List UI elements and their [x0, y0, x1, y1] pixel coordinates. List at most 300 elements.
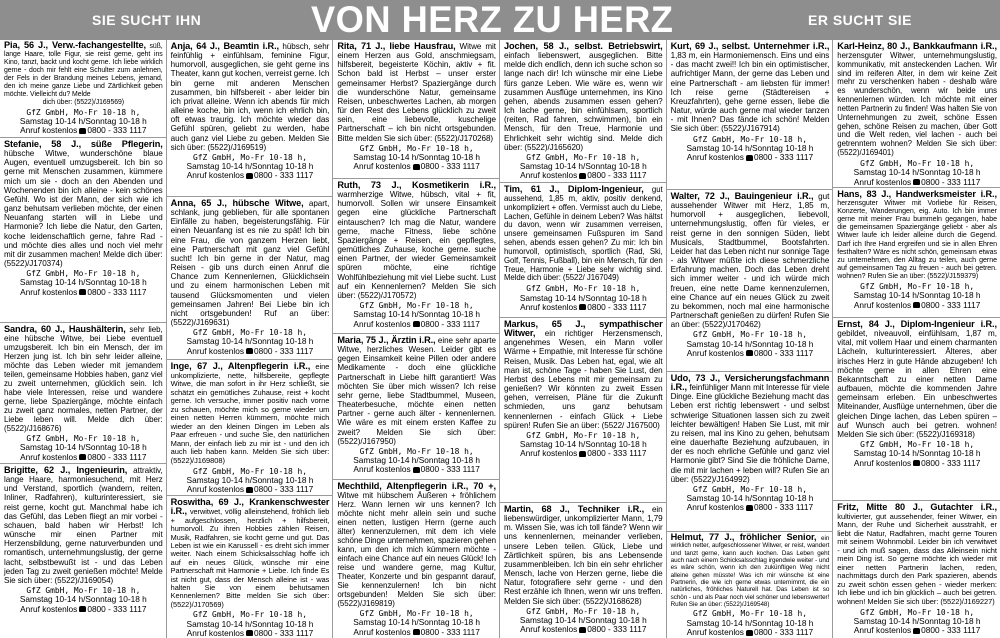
ad-column	[333, 40, 500, 638]
ad-headline: Helmut, 77 J., fröhlicher Senior,	[670, 532, 817, 542]
ad-text: herzensguter Witwer mit Vorliebe für Reisen, Konzerte, Wanderungen, eig. Auto. Ich bin immer gerne mit meiner Frau bummeln gegangen, habe die gemeinsamen Spaziergänge geliebt - aber als Witwer laufe ich leider alleine durch die Gegend. Darf ich Ihre Hand ergreifen und sie in allen Ehren festhalten? Wäre es nicht schön, gemeinsam etwas zu unternehmen, den Alltag zu teilen, auch gerne auf gemeinsamen Tag zu freuen - auch bei getren. wohnen? Rufen Sie an über: (5522)/J159379)	[837, 200, 997, 280]
ad-footer	[671, 485, 830, 513]
phone-icon	[79, 289, 86, 295]
ad-headline: Pia, 56 J., Verw.-fachangestellte,	[4, 40, 146, 50]
footer-free-label: kostenlos	[42, 451, 78, 462]
footer-phone-number[interactable]: 0800 - 333 1117	[87, 286, 147, 297]
footer-call[interactable]	[337, 628, 496, 637]
footer-phone-number[interactable]: 0800 - 333 1117	[87, 603, 147, 614]
footer-call-label: Anruf	[20, 286, 40, 297]
footer-call-label: Anruf	[20, 603, 40, 614]
phone-icon	[579, 627, 586, 633]
phone-icon	[246, 630, 253, 636]
footer-call[interactable]	[671, 628, 830, 637]
footer-free-label: kostenlos	[42, 125, 78, 136]
footer-free-label: kostenlos	[375, 318, 411, 329]
footer-hours: Samstag 10-14 h/Sonntag 10-18 h	[353, 455, 481, 466]
ad-body	[504, 505, 663, 606]
ad-column	[833, 40, 1000, 638]
personal-ad	[333, 480, 499, 638]
footer-phone-number[interactable]: 0800 - 333 1117	[253, 627, 314, 638]
ad-text: süß, lange Haare, tolle Figur, sie reist gerne, geht ins Kino, tanzt, backt und kocht gerne. Ich liebe wirklich gerne - doch mir fehlt eine Schulter zum anlehnen, der Fels in der Brandung meines Lebens, jemand, den ich meine ganze Liebe und Zärtlichkeit geben möchte. Vielleicht du? Melde	[4, 43, 163, 98]
ad-text: herzensguter Witwer, unternehmungslustig, kommunikativ, mit ansteckenden Lachen. Wir sind im reiferen Alter, in dem wir keine Zeit mehr zu verschenken haben - deshalb wäre es wunderschön, wenn wir beide uns kennenlernen würden. Ich möchte mit einer netten Partnerin zu finden! Was halten Sie von Unternehmungen zu zweit, schöne Essen gehen, schöne Reisen zu machen, über Gott und die Welt reden, viel lachen - auch bei getrenntem wohnen? Melden Sie sich über: (5522)/J169401)	[837, 50, 997, 158]
footer-free-label: kostenlos	[42, 286, 78, 297]
footer-phone-number[interactable]: 0800 - 333 1117	[921, 176, 981, 187]
ad-footer	[171, 610, 330, 638]
ad-body	[171, 498, 330, 609]
footer-free-label: kostenlos	[208, 170, 244, 181]
footer-free-label: kostenlos	[375, 626, 411, 637]
footer-hours: Samstag 10-14 h/Sonntag 10-18 h	[686, 338, 814, 349]
personal-ad	[833, 40, 1000, 188]
footer-company: GfZ GmbH, Mo-Fr 10-18 h,	[192, 152, 307, 162]
footer-hours: Samstag 10-14 h/Sonntag 10-18 h	[186, 474, 314, 485]
phone-icon	[913, 628, 920, 634]
phone-icon	[79, 454, 86, 460]
footer-phone-number[interactable]: 0800 - 333 1117	[420, 161, 480, 172]
footer-hours: Samstag 10-14 h/Sonntag 10-18 h	[686, 617, 814, 628]
ad-text: gut aussehend, 1,85 m, aktiv, positiv denkend, unkompliziert + offen. Vermisst auch du Liebe, Lachen, Gefühle in deinem Leben? Was hältst du davon, wenn wir zusammen verreisen, unsere gemeinsamen Fußspuren im Sand sehen, abends essen gehen? Zu mir: Ich bin humorvoll, optimistisch, sportlich (Rad, Ski, Golf, Tennis, Fußball), bin ein Mensch, für den Treue, Harmonie + Liebe sehr wichtig sind. Melde dich über: (5522/ J167049)	[503, 185, 663, 283]
ad-body	[671, 374, 830, 484]
ad-footer	[4, 586, 163, 614]
footer-call[interactable]	[4, 605, 163, 614]
footer-free-label: kostenlos	[542, 170, 578, 181]
footer-free-label: kostenlos	[208, 484, 244, 495]
footer-call-label: Anruf	[353, 626, 374, 637]
footer-phone-number[interactable]: 0800 - 333 1117	[253, 170, 314, 181]
footer-call-label: Anruf	[353, 318, 374, 329]
ad-text: hübsche Witwe, wunderschöne blaue Augen, eventuell umzugsbereit. Ich bin so gerne mit Menschen zusammen, kümmere mich um sie - doch an den Abenden und Wochenenden bin ich alleine - kein schönes Gefühl. Wo ist der Mann, der sich wie ich ganz behutsam verlieben möchte, der einen Neuanfang starten will in Liebe und Harmonie? Ich liebe die Natur, den Garten, koche leidenschaftlich gerne, fahre Rad - und möchte dies alles und noch viel mehr mit dir zusammen machen! Melde dich über: (5522)/J170374)	[4, 149, 163, 269]
ad-footer	[4, 434, 163, 462]
footer-call-label: Anruf	[520, 301, 540, 312]
footer-company: GfZ GmbH, Mo-Fr 10-18 h,	[192, 610, 307, 620]
footer-call[interactable]	[171, 485, 330, 494]
ad-headline: Fritz, Mitte 80 J., Gutachter i.R.,	[837, 502, 997, 512]
personal-ad	[833, 501, 1000, 638]
personal-ad	[167, 40, 333, 197]
ad-body	[504, 42, 663, 152]
phone-icon	[413, 164, 420, 170]
ad-column	[0, 40, 167, 638]
ad-text: warmherzige Witwe, hübsch, vital + fit, humorvoll. Sollen wir unsere Einsamkeit gegen eine glückliche Partnerschaft eintauschen? Ich mag die Natur, wandere gerne, mache Fitness, liebe schöne Spaziergänge + Reisen, ein gepflegtes, gemütliches Zuhause, koche gerne. suche einen Partner, der wieder Gemeinsamkeit spüren möchte, eine richtige Wohlfühlbeziehung mit viel Liebe sucht. Lust auf ein Kennenlernen? Melden Sie sich über: (5522)/J170572)	[337, 190, 496, 300]
footer-free-label: kostenlos	[876, 299, 912, 310]
footer-call-label: Anruf	[186, 484, 207, 495]
footer-company: GfZ GmbH, Mo-Fr 10-18 h,	[860, 282, 975, 292]
ad-text: eine sehr aparte Witwe, herzliches Wesen. Leider gibt es gegen Einsamkeit keine Pillen oder andere Medikamente - doch eine glückliche Partnerschaft in Liebe hilft garantiert! Was möchten Sie über mich wissen? Ich reise sehr gerne, liebe Stadtbummel, Museen, Theaterbesuche, möchte einen netten Partner - gerne auch älter - kennenlernen. Wie wäre es mit einem ersten Kaffee zu zweit? Melden Sie sich über: (5522)/J167950)	[337, 336, 496, 446]
personal-ad	[333, 40, 499, 179]
footer-phone-number[interactable]: 0800 - 333 1117	[87, 125, 147, 136]
footer-free-label: kostenlos	[42, 603, 78, 614]
ad-footer	[4, 269, 163, 297]
footer-company: GfZ GmbH, Mo-Fr 10-18 h,	[359, 143, 474, 153]
ad-headline: Sandra, 60 J., Haushälterin,	[4, 324, 126, 334]
ad-body	[504, 185, 663, 283]
ad-footer	[671, 135, 830, 163]
personal-ad	[333, 334, 499, 480]
footer-free-label: kostenlos	[542, 301, 578, 312]
personal-ad	[167, 496, 333, 638]
footer-free-label: kostenlos	[208, 627, 244, 638]
phone-icon	[579, 451, 586, 457]
ad-body	[337, 42, 496, 143]
footer-hours: Samstag 10-14 h/Sonntag 10-18 h	[19, 594, 147, 605]
phone-icon	[246, 348, 253, 354]
ad-headline: Kurt, 69 J., selbst. Unternehmer i.R.,	[670, 41, 830, 51]
footer-call[interactable]	[4, 453, 163, 462]
ad-footer	[337, 609, 496, 637]
ad-text: einfach liebenswert, ausgeglichen. Bitte melde dich endlich, denn ich suche schon so lange nach dir! Ich wünsche mir eine Liebe fürs ganze Leben. Wie wäre es, wenn wir zusammen Ausflüge unternehmen, ins Kino gehen, abends zusammen essen gehen? Ich lache gerne, bin einfühlsam, sportlich (reiten, Rad fahren, schwimmen), bin ein Mensch, für den Treue, Harmonie und Ehrlichkeit sehr wichtig sind. Melde dich über: (5522)/J165620)	[503, 51, 663, 152]
ad-footer	[504, 431, 663, 459]
footer-hours: Samstag 10-14 h/Sonntag 10-18 h	[353, 309, 481, 320]
footer-free-label: kostenlos	[708, 502, 744, 513]
ad-body	[671, 42, 830, 134]
footer-call-label: Anruf	[853, 299, 874, 310]
footer-company: GfZ GmbH, Mo-Fr 10-18 h,	[526, 430, 641, 440]
ad-footer	[837, 608, 997, 636]
footer-phone-number[interactable]: 0800 - 333 1117	[753, 627, 814, 638]
footer-phone-number[interactable]: 0800 - 333 1117	[921, 299, 981, 310]
phone-icon	[246, 487, 253, 493]
footer-call[interactable]	[337, 465, 496, 474]
ad-footer	[171, 328, 330, 356]
ad-body	[837, 190, 997, 281]
ad-text: gebildet, niveauvoll, einfühlsam, 1,87 m, vital, mit vollem Haar und einem charmanten Lächeln, kulturinteressiert. Älteres, aber irisches Herz in gute Hände abzugeben! Ich möchte gerne in allen Ehren eine Bekanntschaft zu einer netten Dame aufbauen, möchte die kommenden Jahre gemeinsam erleben. Ein unbeschwertes Miteinander, Ausflüge unternehmen, über die gleichen Dinge lachen, das Leben spüren – auf Wunsch auch bei getren. wohnen! Melden Sie sich über: (5522)/J169318)	[837, 329, 997, 439]
footer-hours: Samstag 10-14 h/Sonntag 10-18 h	[853, 448, 981, 459]
personal-ad	[0, 138, 166, 323]
ad-text: ein wirklich netter, aufgeschlossener Witwer, er reist, wandert und tanzt gerne, kann auch kochen. Das Leben geht auch nach einem Schicksalsschlag irgendwie weiter - und es wäre schön, wenn ich den zukünftigen Weg nicht alleine gehen müsste! Was ich mir wünsche ist eine Partnerin, die wie ich gerne etwas unternimmt, die ein natürliches, fröhliches Naturell hat. Das Leben ist so schön - und als Paar noch viel schöner und lebenswerter! Rufen Sie an über: (5522)/J169548)	[670, 535, 830, 609]
footer-hours: Samstag 10-14 h/Sonntag 10-18 h	[853, 615, 981, 626]
ad-text: 1,83 m, ein Harmoniemensch. Eins und eins - das macht zwei!! Ich bin ein optimistischer, aufrichtiger Mann, der gerne das Leben und eine Partnerschaft - am liebsten für immer! Ich reise gerne (Städtereisen + Kreuzfahrten), gehe gerne essen, liebe die Natur, würde auch gerne mal wieder tanzen - mit Ihnen? Das fände ich schön! Melden Sie sich über: (5522)/J167914)	[670, 51, 830, 134]
footer-phone-number[interactable]: 0800 - 333 1117	[420, 318, 480, 329]
ads-grid	[0, 40, 1000, 638]
footer-free-label: kostenlos	[542, 624, 578, 635]
footer-hours: Samstag 10-14 h/Sonntag 10-18 h	[353, 617, 481, 628]
footer-call[interactable]	[4, 126, 163, 135]
ad-headline: Inge, 67 J., Altenpflegerin i.R.,	[170, 361, 311, 371]
footer-free-label: kostenlos	[708, 347, 744, 358]
personal-ad	[333, 179, 499, 334]
footer-call-label: Anruf	[853, 625, 874, 636]
footer-call[interactable]	[671, 153, 830, 162]
footer-company: GfZ GmbH, Mo-Fr 10-18 h,	[26, 107, 141, 117]
ad-headline: Karl-Heinz, 80 J., Bankkaufmann i.R.,	[837, 41, 997, 51]
footer-company: GfZ GmbH, Mo-Fr 10-18 h,	[359, 609, 474, 618]
ad-headline: Tim, 61 J., Diplom-Ingenieur,	[503, 184, 644, 194]
footer-company: GfZ GmbH, Mo-Fr 10-18 h,	[526, 606, 641, 616]
footer-company: GfZ GmbH, Mo-Fr 10-18 h,	[860, 607, 975, 617]
ad-column	[500, 40, 667, 638]
footer-company: GfZ GmbH, Mo-Fr 10-18 h,	[26, 586, 141, 596]
ad-headline: Anna, 65 J., hübsche Witwe,	[170, 198, 304, 208]
footer-free-label: kostenlos	[208, 345, 244, 356]
personal-ad	[0, 40, 166, 138]
ad-body	[337, 336, 496, 446]
footer-call-label: Anruf	[853, 457, 874, 468]
ad-body	[171, 362, 330, 466]
personal-ad	[500, 318, 666, 503]
footer-free-label: kostenlos	[375, 464, 411, 475]
footer-hours: Samstag 10-14 h/Sonntag 10-18 h	[519, 615, 647, 626]
footer-hours: Samstag 10-14 h/Sonntag 10-18 h	[519, 292, 647, 303]
ad-text: verwitwet, völlig alleinstehend, fröhlich lieb + aufgeschlossen, herzlich + hilfsbereit, humorvoll. Zu ihren Hobbies zählen Reisen, Musik, Radfahren, sie kocht gerne und gut. Das Leben ist wie ein Karussell - es dreht sich immer weiter. Nach einem Schicksalsschlag hoffe ich auf ein neues Glück, wünsche mir eine Partnerschaft mit Harmonie + Liebe. Ich finde Es ist nicht gut, dass der Mensch alleine ist - was halten Sie von einem behutsamen Kennenlernen? Bitte melden Sie sich über: (5522)/J170569)	[170, 507, 330, 609]
phone-icon	[413, 629, 420, 635]
footer-call[interactable]	[837, 301, 997, 310]
personal-ad	[667, 532, 833, 638]
footer-call[interactable]	[671, 503, 830, 512]
ad-text: Witwe mit einem Herzen aus Gold, anschmiegsam, hilfsbereit, begeisterte Köchin, aktiv + fit. Schon bald ist Herbst – unser erster gemeinsamer Herbst? Spaziergänge durch die wunderschöne Natur, gemeinsame Reisen, unbeschwertes Lachen, ab morgen für den Rest des Lebens glücklich zu zweit sein, eine liebevolle, kuschelige Partnerschaft – ich bin nicht ortsgebunden. Bitte melden Sie sich über: (5522)/J170268)	[337, 42, 496, 143]
footer-free-label: kostenlos	[876, 176, 912, 187]
phone-icon	[579, 173, 586, 179]
footer-company: GfZ GmbH, Mo-Fr 10-18 h,	[692, 609, 807, 619]
ad-headline: Roswitha, 69 J., Krankenschwester i.R.,	[170, 497, 330, 517]
personal-ad	[500, 40, 666, 183]
footer-call[interactable]	[171, 171, 330, 180]
phone-icon	[413, 321, 420, 327]
ad-headline: Brigitte, 62 J., Ingenieurin,	[4, 465, 128, 475]
ad-headline: Stefanie, 58 J., süße Pflegerin,	[4, 139, 163, 149]
footer-call-label: Anruf	[20, 451, 40, 462]
ad-text: gut aussehender Witwer mit Herz, 1,85 m, humorvoll + ausgeglichen, liebevoll, unternehmungslustig, offen für vieles, er reist gerne in den sonnigen Süden, liebt Musicals, Stadtbummel, Bootsfahrten. Leider hat das Leben nicht nur sonnige Tage - als Witwer müßte ich diese schmerzliche Erfahrung machen. Doch das Leben dreht sich immer weiter - und ich würde mich freuen, eine nette Dame kennenzulernen, eine Chance auf ein neues Glück zu zweit zu bekommen, noch mal eine harmonische Partnerschaft genießen zu dürfen! Rufen Sie an über: (5522)/J170462)	[670, 192, 830, 330]
footer-call[interactable]	[337, 162, 496, 171]
phone-icon	[246, 173, 253, 179]
ad-footer	[171, 467, 330, 495]
ad-text: feinfühliger Mann mit Interesse für viele Dinge. Eine glückliche Beziehung macht das Leben erst richtig lebenswert - und selbst schwierige Situationen lassen sich zu zweit leichter bewältigen! Haben Sie Lust, mit mir zu reisen, mal ins Kino zu gehen, behutsam eine dauerhafte Beziehung aufzubauen, in der es noch ehrliche Gefühle und ganz viel Harmonie gibt? Sind Sie die fröhliche Dame, die mit mir lachen + leben will? Rufen Sie an über: (5522)/J164992)	[670, 383, 830, 484]
personal-ad	[667, 40, 833, 190]
footer-company: GfZ GmbH, Mo-Fr 10-18 h,	[860, 440, 975, 450]
footer-free-label: kostenlos	[542, 448, 578, 459]
ad-body	[4, 325, 163, 433]
ad-column	[167, 40, 334, 638]
ad-text: hübsch, sehr feinfühlig + einfühlsam, feminine Figur, humorvoll, ausgeglichen, sie geht gerne ins Theater, kann gut kochen, verreist gerne. Ich bin gerne mit anderen Menschen zusammen, bin hilfsbereit - aber leider bin ich privat alleine. Wenn ich abends für mich alleine koche, bin ich, wenn ich ehrlich bin, oft etwas traurig. Ich möchte wieder das Gefühl spüren, geliebt zu werden, habe auch ganz viel Liebe zu geben. Melden Sie sich über: (5522)/J169519)	[170, 42, 330, 152]
phone-icon	[79, 606, 86, 612]
phone-icon	[579, 304, 586, 310]
footer-call[interactable]	[504, 171, 663, 180]
ad-headline: Walter, 72 J., Bauingenieur i.R.,	[670, 191, 814, 201]
footer-call[interactable]	[504, 449, 663, 458]
footer-call-label: Anruf	[186, 170, 207, 181]
personal-ad	[500, 503, 666, 638]
page-title: VON HERZ ZU HERZ	[311, 0, 674, 40]
footer-hours: Samstag 10-14 h/Sonntag 10-18 h	[519, 439, 647, 450]
ad-body	[837, 503, 997, 607]
ad-headline: Jochen, 58 J., selbst. Betriebswirt,	[503, 41, 663, 51]
footer-call[interactable]	[4, 288, 163, 297]
ad-body	[671, 534, 830, 608]
ad-footer	[171, 153, 330, 181]
footer-phone-number[interactable]: 0800 - 333 1117	[420, 626, 480, 637]
footer-call-label: Anruf	[686, 347, 707, 358]
footer-call-label: Anruf	[520, 170, 540, 181]
phone-icon	[79, 128, 86, 134]
footer-hours: Samstag 10-14 h/Sonntag 10-18 h	[186, 161, 314, 172]
personal-ad	[667, 190, 833, 372]
ad-body	[671, 192, 830, 329]
footer-free-label: kostenlos	[876, 625, 912, 636]
phone-icon	[913, 302, 920, 308]
footer-company: GfZ GmbH, Mo-Fr 10-18 h,	[359, 446, 474, 456]
ad-contact: dich über: (5522)/J169569)	[42, 98, 125, 106]
footer-company: GfZ GmbH, Mo-Fr 10-18 h,	[526, 284, 641, 294]
ad-headline: Ernst, 84 J., Diplom-Ingenieur i.R.,	[837, 319, 997, 329]
footer-free-label: kostenlos	[876, 457, 912, 468]
ad-headline: Udo, 73 J., Versicherungsfachmann i.R.,	[670, 373, 830, 393]
footer-call[interactable]	[171, 347, 330, 356]
ad-body	[337, 482, 496, 608]
ad-footer	[504, 607, 663, 635]
personal-ad	[0, 464, 166, 638]
personal-ad	[833, 188, 1000, 318]
ad-text: Witwe mit hübschem Äußeren + fröhlichem Herz. Wann lernen wir uns kennen? Ich möchte nicht mehr allein sein und suche einen netten, lustigen Herrn (gerne auch älter) kennenzulernen, mit dem ich viele schöne Dinge unternehmen, spazieren gehen kann, um den ich mich kümmern möchte - einfach eine Chance auf ein neues Glück! Ich reise und wandere gerne, mag Kultur, Theater, Konzerte und bin gespannt darauf, Sie kennenzulernen! Ich bin nicht ortsgebunden! Melden Sie sich über: (5522)/J169819)	[337, 491, 496, 608]
phone-icon	[746, 630, 753, 636]
footer-call[interactable]	[837, 459, 997, 468]
footer-call-label: Anruf	[353, 161, 374, 172]
ad-footer	[337, 144, 496, 172]
personal-ad	[167, 197, 333, 360]
footer-free-label: kostenlos	[708, 627, 744, 638]
footer-call-label: Anruf	[853, 176, 874, 187]
footer-call[interactable]	[671, 349, 830, 358]
ad-body	[171, 42, 330, 152]
footer-phone-number[interactable]: 0800 - 333 1117	[587, 170, 647, 181]
footer-hours: Samstag 10-14 h/Sonntag 10-18 h	[186, 618, 314, 629]
footer-call[interactable]	[504, 303, 663, 312]
footer-phone-number[interactable]: 0800 - 333 1117	[753, 347, 814, 358]
personal-ad	[833, 318, 1000, 501]
ad-footer	[504, 284, 663, 312]
footer-phone-number[interactable]: 0800 - 333 1117	[87, 451, 147, 462]
footer-call-label: Anruf	[686, 152, 707, 163]
phone-icon	[913, 179, 920, 185]
footer-hours: Samstag 10-14 h/Sonntag 10-18 h	[19, 442, 147, 453]
ad-headline: Rita, 71 J., liebe Hausfrau,	[337, 41, 456, 51]
ad-headline: Anja, 64 J., Beamtin i.R.,	[170, 41, 279, 51]
footer-call-label: Anruf	[686, 627, 707, 638]
ad-text: eine unkomplizierte, nette, hilfsbereite, gepflegte Witwe, die man sofort in ihr Herz schließt, sie schätzt ein gemütliches Zuhause, reist + kocht gerne. Ich versuche, immer positiv nach vorne zu schauen, möchte mich so gerne wieder um einen netten Herren kümmern, möchte mich wieder an den kleinen Dingen im Leben als Paar erfreuen - und suche Sie, den natürlichen Mann, der einfach lieb zu mir ist - und den ich auch lieb haben kann. Melden Sie sich über: (5522)/J169808)	[170, 362, 330, 466]
ad-body	[837, 320, 997, 439]
ad-column	[667, 40, 834, 638]
ad-text: ein richtiger Herzensmensch, angenehmes Wesen, ein Mann voller Wärme + Empathie, mit Interesse für schöne Reisen, Musik. Das Leben hat, egal, wie alt man ist, schöne Tage - haben Sie Lust, den Herbst des Lebens mit mir gemeinsam zu genießen? Wir könnten zu zweit Essen gehen, verreisen, Pläne für die Zukunft schmieden, uns ganz behutsam kennenlernen - einfach Glück + Liebe spüren! Rufen Sie an über: (5522/ J167500)	[503, 329, 663, 430]
phone-icon	[746, 505, 753, 511]
ad-body	[337, 181, 496, 300]
footer-call-label: Anruf	[20, 125, 40, 136]
footer-company: GfZ GmbH, Mo-Fr 10-18 h,	[26, 434, 141, 443]
footer-company: GfZ GmbH, Mo-Fr 10-18 h,	[192, 466, 307, 476]
footer-call-label: Anruf	[353, 464, 374, 475]
footer-phone-number[interactable]: 0800 - 333 1117	[420, 464, 480, 475]
ad-footer	[837, 282, 997, 310]
footer-phone-number[interactable]: 0800 - 333 1117	[921, 457, 981, 468]
footer-hours: Samstag 10-14 h/Sonntag 10-18 h	[519, 161, 647, 172]
footer-company: GfZ GmbH, Mo-Fr 10-18 h,	[692, 484, 807, 494]
personal-ad	[500, 183, 666, 318]
footer-phone-number[interactable]: 0800 - 333 1117	[587, 301, 647, 312]
footer-company: GfZ GmbH, Mo-Fr 10-18 h,	[26, 269, 141, 279]
ad-text: kultivierter, gut aussehender, feiner Witwer, ein Mann, der Ruhe und Sicherheit ausstrahlt, er liebt die Natur, Radfahren, macht gerne Touren mit seinem Wohnmobil. Leider bin ich verwitwet - und ich muß sagen, dass das Alleinsein nicht mein Ding ist. So gerne möchte ich wieder mit einer netten Partnerin lachen, reden, nachmittags durch den Park spazieren, abends zu zweit schön essen gehen - wieder merken: Ich liebe und ich bin glücklich – auch bei getren. wohnen! Melden Sie sich über: (5522)/J169227)	[837, 511, 997, 607]
ad-footer	[337, 301, 496, 329]
ad-headline: Martin, 68 J., Techniker i.R.,	[503, 504, 645, 514]
footer-phone-number[interactable]: 0800 - 333 1117	[253, 484, 314, 495]
ad-footer	[837, 159, 997, 187]
ad-footer	[4, 108, 163, 136]
footer-hours: Samstag 10-14 h/Sonntag 10-18 h	[353, 152, 481, 163]
ad-text: sehr lieb, eine hübsche Witwe, bei Liebe eventuell umzugsbereit. Ich bin ein Mensch, der im Herzen jung ist. Ich bin sehr leider alleine, möchte das Leben wieder mit jemandem teilen, gemeinsame Hobbies haben, ganz viel zu zweit unternehmen, glücklich sein. Ich habe viele Interessen, reise und wandere gerne, liebe Spaziergänge, möchte einfach zu zweit ganz normales, netten Partner, der Liebe leben will. Melde dich über: (5522)/J168676)	[4, 325, 163, 433]
footer-hours: Samstag 10-14 h/Sonntag 10-18 h	[853, 167, 981, 178]
footer-call[interactable]	[504, 625, 663, 634]
ad-text: ein liebenswürdiger, unkomplizierter Mann, 1,79 m. Wissen Sie, was ich toll fände? Wenn wir uns kennenlernen, meinander verlieben, unsere Leben teilen. Glück, Liebe und Zärtlichkeit spüren, bis ans Lebensende zusammenbleiben. Ich bin ein sehr ehrlicher Mensch, lache von Herzen gerne, liebe die Natur, fotografiere sehr gerne - und den Rest erzähle ich Ihnen, wenn wir uns treffen. Melden Sie sich über: (5522)/J168628)	[503, 505, 663, 606]
footer-call[interactable]	[337, 320, 496, 329]
footer-hours: Samstag 10-14 h/Sonntag 10-18 h	[853, 290, 981, 301]
ad-headline: Ruth, 73 J., Kosmetikerin i.R.,	[337, 180, 496, 190]
footer-company: GfZ GmbH, Mo-Fr 10-18 h,	[192, 328, 307, 338]
footer-hours: Samstag 10-14 h/Sonntag 10-18 h	[19, 115, 147, 126]
footer-hours: Samstag 10-14 h/Sonntag 10-18 h	[186, 336, 314, 347]
footer-phone-number[interactable]: 0800 - 333 1117	[253, 345, 314, 356]
footer-call-label: Anruf	[520, 624, 540, 635]
footer-call-label: Anruf	[686, 502, 707, 513]
ad-footer	[837, 440, 997, 468]
footer-call[interactable]	[837, 178, 997, 187]
ad-body	[4, 42, 163, 107]
footer-call-label: Anruf	[186, 627, 207, 638]
phone-icon	[913, 460, 920, 466]
header-right-label: ER SUCHT SIE	[808, 12, 913, 28]
footer-company: GfZ GmbH, Mo-Fr 10-18 h,	[692, 330, 807, 340]
footer-company: GfZ GmbH, Mo-Fr 10-18 h,	[860, 158, 975, 168]
footer-call[interactable]	[837, 626, 997, 635]
header-bar	[0, 0, 1000, 40]
footer-hours: Samstag 10-14 h/Sonntag 10-18 h	[19, 277, 147, 288]
ad-footer	[337, 447, 496, 475]
footer-phone-number[interactable]: 0800 - 333 1117	[753, 152, 814, 163]
ad-body	[4, 140, 163, 268]
footer-company: GfZ GmbH, Mo-Fr 10-18 h,	[692, 134, 807, 144]
footer-call-label: Anruf	[520, 448, 540, 459]
footer-free-label: kostenlos	[708, 152, 744, 163]
footer-hours: Samstag 10-14 h/Sonntag 10-18 h	[686, 142, 814, 153]
footer-phone-number[interactable]: 0800 - 333 1117	[753, 502, 814, 513]
ad-text: attraktiv, lange Haare, harmoniesuchend, mit Herz und Verstand, sportlich (wandern, reiten, Inliner, Radfahren), kulturinteressiert, sie reist gerne, kocht gut. Manchmal habe ich das Gefühl, das Leben fliegt an mir vorbei - schauen, bald haben wir Herbst! Ich wünsche mir einen Partner mit Herzensbildung, gerne naturverbunden und romantisch, unternehmungslustig, der gerne lacht, selbstbewußt ist - und das Leben jeden Tag zu zweit genießen möchte! Melde Sie sich über: (5522)/J169054)	[4, 466, 163, 585]
footer-call[interactable]	[171, 629, 330, 638]
ad-headline: Hans, 83 J., Handwerksmeister i.R.,	[837, 189, 997, 199]
phone-icon	[413, 467, 420, 473]
header-left-label: SIE SUCHT IHN	[92, 12, 202, 28]
phone-icon	[746, 350, 753, 356]
footer-company: GfZ GmbH, Mo-Fr 10-18 h,	[526, 152, 641, 162]
ad-body	[171, 199, 330, 327]
footer-hours: Samstag 10-14 h/Sonntag 10-18 h	[686, 493, 814, 504]
ad-body	[4, 466, 163, 585]
ad-footer	[671, 609, 830, 637]
footer-phone-number[interactable]: 0800 - 333 1117	[921, 625, 981, 636]
personal-ad	[0, 323, 166, 464]
ad-headline: Markus, 65 J., sympathischer Witwer,	[503, 319, 663, 339]
ad-body	[504, 320, 663, 430]
footer-phone-number[interactable]: 0800 - 333 1117	[587, 624, 647, 635]
footer-call-label: Anruf	[186, 345, 207, 356]
ad-headline: Maria, 75 J., Ärztin i.R.,	[337, 335, 436, 345]
ad-footer	[504, 153, 663, 181]
footer-company: GfZ GmbH, Mo-Fr 10-18 h,	[359, 301, 474, 311]
footer-phone-number[interactable]: 0800 - 333 1117	[587, 448, 647, 459]
footer-free-label: kostenlos	[375, 161, 411, 172]
ad-text: apart, schlank, jung geblieben, für alle spontanen Einfälle zu haben, begeisterungsfähig. Für einen Neuanfang ist es nie zu spät! Ich bin eine Frau, die von ganzem Herzen liebt, eine Partnerschaft mit ganz viel Gefühl sucht! Ich bin gerne in der Natur, mag Reisen - gib uns durch einen Anruf die Chance zum Kennenlernen, Glücklichsein und zu einem harmonischen Leben mit tausend Glücksmomenten und vielen gemeinsamen Jahren! Bei Liebe bin ich nicht ortsgebunden! Ruf an über: (5522)/J169631)	[170, 199, 330, 328]
ad-body	[837, 42, 997, 158]
phone-icon	[746, 155, 753, 161]
ad-footer	[671, 330, 830, 358]
personal-ad	[667, 372, 833, 532]
personal-ad	[167, 360, 333, 496]
ad-headline: Mechthild, Altenpflegerin i.R., 70 +,	[337, 481, 496, 491]
